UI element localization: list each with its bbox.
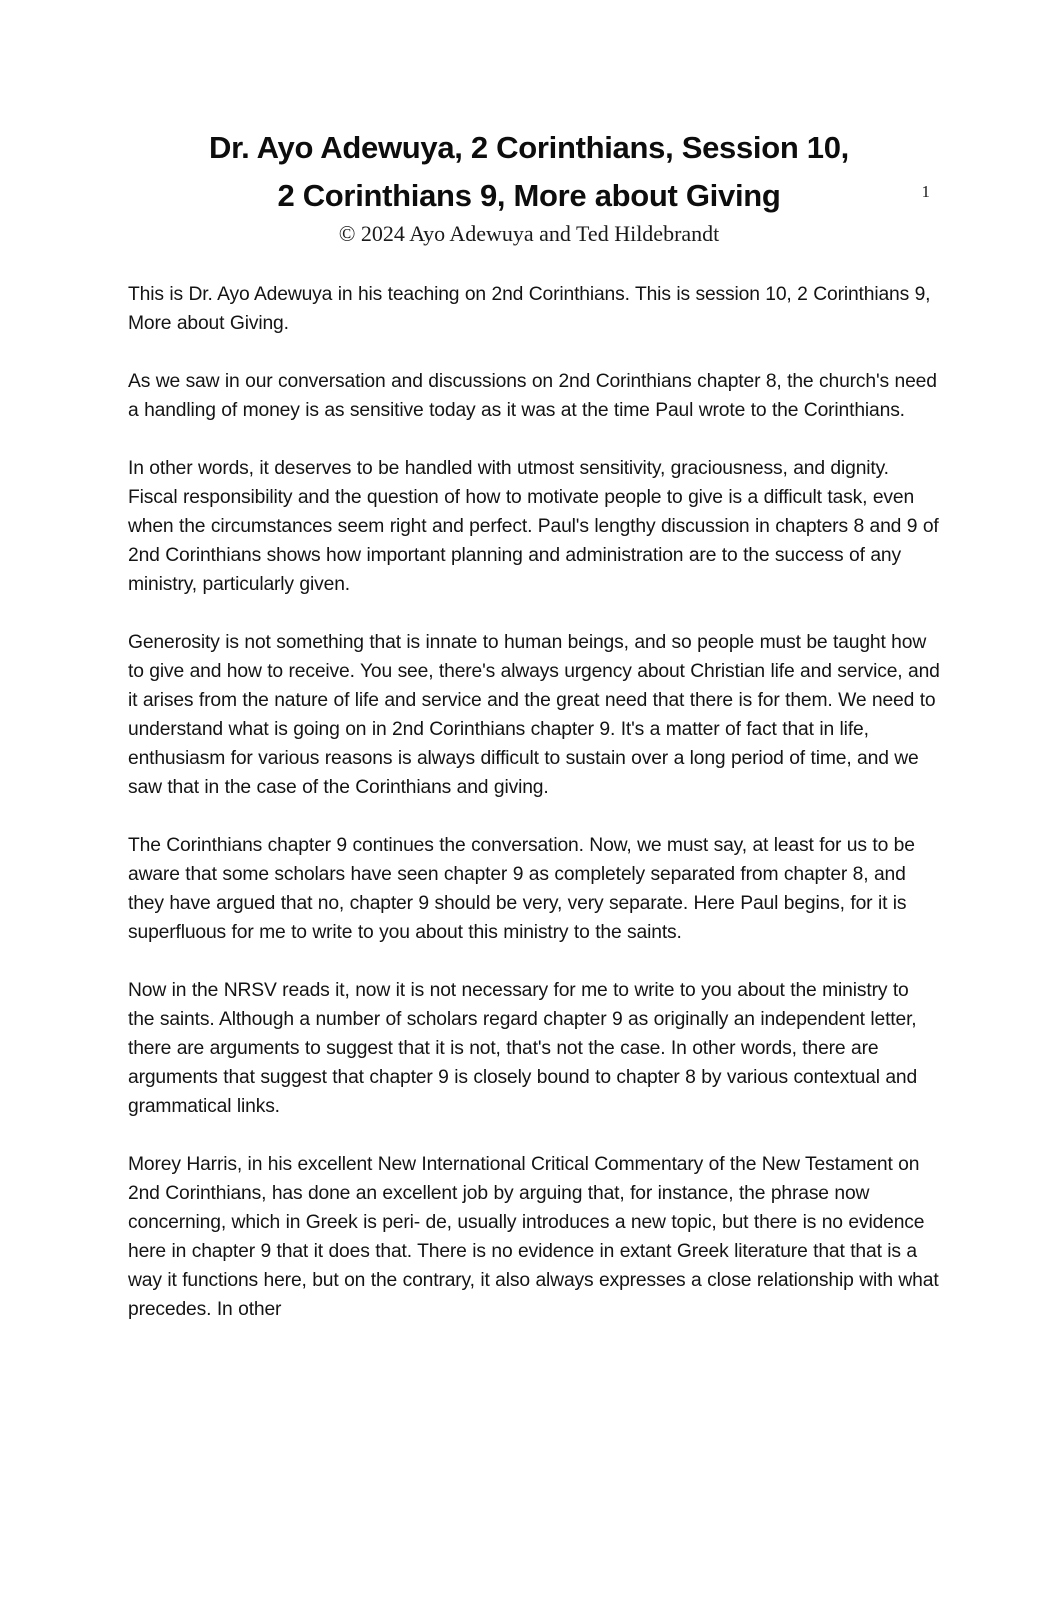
paragraph-6: Now in the NRSV reads it, now it is not necessary for me to write to you about the ministry to the saints. Although a number of scholars regard chapter 9 as originally an independent letter, there are arguments to suggest that it is not, that's not the case. In other words, there are arguments that suggest that chapter 9 is closely bound to chapter 8 by various contextual and grammatical links. bbox=[128, 980, 918, 1117]
title-line-1: Dr. Ayo Adewuya, 2 Corinthians, Session 10, bbox=[208, 130, 849, 165]
document-body bbox=[128, 280, 940, 1324]
paragraph-1: This is Dr. Ayo Adewuya in his teaching on 2nd Corinthians. This is session 10, 2 Corinthians 9, More about Giving. bbox=[128, 284, 931, 334]
paragraph-3: In other words, it deserves to be handled with utmost sensitivity, graciousness, and dignity. Fiscal responsibility and the question of how to motivate people to give is a difficult task, even when the circumstances seem right and perfect. Paul's lengthy discussion in chapters 8 and 9 of 2nd Corinthians shows how important planning and administration are to the success of any ministry, particularly given. bbox=[128, 458, 939, 595]
title-line-2: 2 Corinthians 9, More about Giving bbox=[277, 178, 781, 213]
page-title bbox=[110, 124, 948, 220]
page-number: 1 bbox=[921, 182, 930, 201]
paragraph-7: Morey Harris, in his excellent New International Critical Commentary of the New Testament on 2nd Corinthians, has done an excellent job by arguing that, for instance, the phrase now concerning, which in Greek is peri- de, usually introduces a new topic, but there is no evidence here in chapter 9 that it does that. There is no evidence in extant Greek literature that that is a way it functions here, but on the contrary, it also always expresses a close relationship with what precedes. In other bbox=[128, 1154, 939, 1320]
paragraph-4: Generosity is not something that is innate to human beings, and so people must be taught how to give and how to receive. You see, there's always urgency about Christian life and service, and it arises from the nature of life and service and the great need that there is for them. We need to understand what is going on in 2nd Corinthians chapter 9. It's a matter of fact that in life, enthusiasm for various reasons is always difficult to sustain over a long period of time, and we saw that in the case of the Corinthians and giving. bbox=[128, 632, 940, 798]
document-page bbox=[0, 124, 1058, 1621]
paragraph-5: The Corinthians chapter 9 continues the conversation. Now, we must say, at least for us to be aware that some scholars have seen chapter 9 as completely separated from chapter 8, and they have argued that no, chapter 9 should be very, very separate. Here Paul begins, for it is superfluous for me to write to you about this ministry to the saints. bbox=[128, 835, 915, 943]
copyright-line: © 2024 Ayo Adewuya and Ted Hildebrandt bbox=[338, 221, 720, 246]
paragraph-2: As we saw in our conversation and discussions on 2nd Corinthians chapter 8, the church's need a handling of money is as sensitive today as it was at the time Paul wrote to the Corinthians. bbox=[128, 371, 937, 421]
